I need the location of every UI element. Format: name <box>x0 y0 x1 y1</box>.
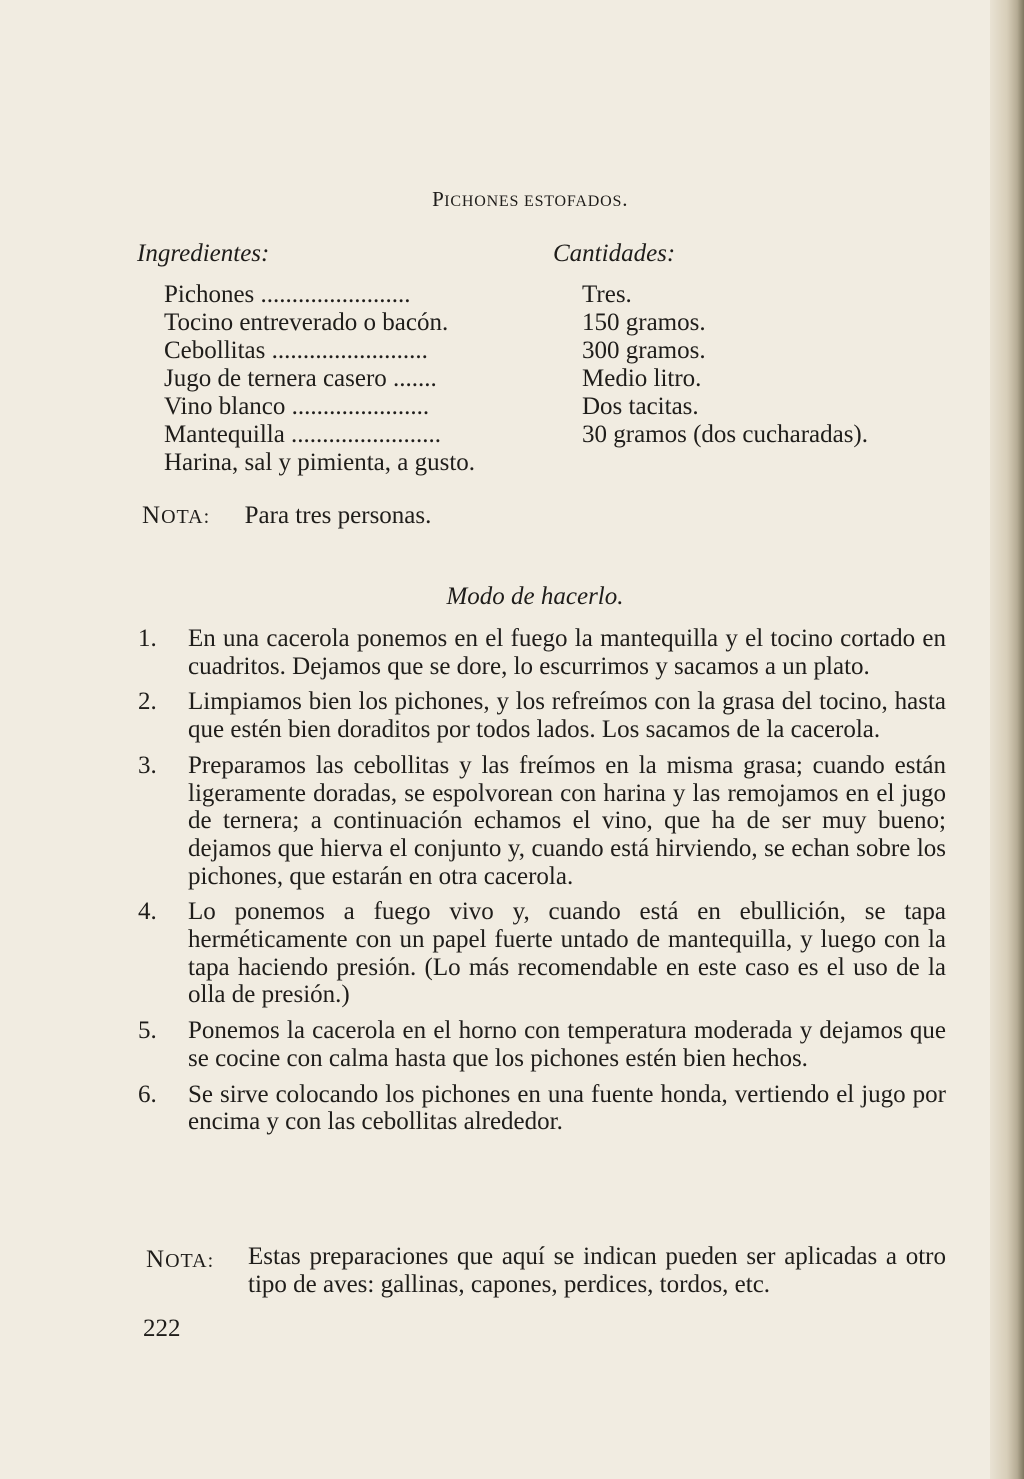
ingredient-item: Jugo de ternera casero ....... <box>164 365 437 392</box>
method-step <box>138 1017 946 1072</box>
method-steps <box>138 625 946 1144</box>
step-number: 3. <box>138 751 157 779</box>
step-text: Lo ponemos a fuego vivo y, cuando está en ebullición, se tapa herméticamente con un papel fuerte untado de mantequilla, y luego con la tapa haciendo presión. (Lo más recomendable en este caso es el uso de la olla de presión.) <box>188 898 946 1009</box>
quantity-list <box>582 281 868 449</box>
note-label: NOTA: <box>146 1246 215 1273</box>
quantity-item: 300 gramos. <box>582 337 706 364</box>
ingredient-item: Pichones ........................ <box>164 281 411 308</box>
ingredient-item: Cebollitas ......................... <box>164 337 428 364</box>
method-step <box>138 752 946 891</box>
note-text: Para tres personas. <box>244 502 432 529</box>
step-number: 2. <box>138 688 157 716</box>
note-servings <box>142 502 431 530</box>
step-text: En una cacerola ponemos en el fuego la mantequilla y el tocino cortado en cuadritos. Dejamos que se dore, lo escurrimos y sacamos a un plato. <box>188 625 946 680</box>
method-step <box>138 625 946 680</box>
recipe-title: PICHONES ESTOFADOS. <box>432 187 628 211</box>
ingredient-item: Harina, sal y pimienta, a gusto. <box>164 449 476 476</box>
note-label: NOTA: <box>142 502 211 529</box>
quantity-item: 30 gramos (dos cucharadas). <box>582 421 869 448</box>
note-other-birds <box>146 1243 946 1298</box>
quantity-item: Dos tacitas. <box>582 393 699 420</box>
quantity-item: Medio litro. <box>582 365 702 392</box>
method-step <box>138 688 946 743</box>
method-step <box>138 898 946 1009</box>
ingredient-list <box>164 281 475 477</box>
step-text: Se sirve colocando los pichones en una fuente honda, vertiendo el jugo por encima y con las cebollitas alrededor. <box>188 1080 946 1136</box>
ingredient-item: Vino blanco ...................... <box>164 393 430 420</box>
quantities-header: Cantidades: <box>553 240 676 267</box>
method-title: Modo de hacerlo. <box>446 583 624 610</box>
step-number: 6. <box>138 1080 157 1108</box>
page-number: 222 <box>143 1315 181 1342</box>
note-text: Estas preparaciones que aquí se indican pueden ser aplicadas a otro tipo de aves: gallinas, capones, perdices, tordos, etc. <box>248 1243 946 1298</box>
step-number: 4. <box>138 898 157 926</box>
ingredient-item: Tocino entreverado o bacón. <box>164 309 449 336</box>
step-text: Ponemos la cacerola en el horno con temperatura moderada y dejamos que se cocine con calma hasta que los pichones estén bien hechos. <box>188 1017 946 1072</box>
ingredients-header: Ingredientes: <box>137 240 270 267</box>
method-step <box>138 1081 946 1136</box>
ingredient-item: Mantequilla ........................ <box>164 421 442 448</box>
quantity-item: 150 gramos. <box>582 309 706 336</box>
step-text: Preparamos las cebollitas y las freímos en la misma grasa; cuando están ligeramente doradas, se espolvorean con harina y las remojamos en el jugo de ternera; a continuación echamos el vino, que ha de ser muy bueno; dejamos que hierva el conjunto y, cuando está hirviendo, se echan sobre los pichones, que estarán en otra cacerola. <box>188 751 946 890</box>
step-number: 5. <box>138 1017 157 1045</box>
step-number: 1. <box>138 625 157 652</box>
step-text: Limpiamos bien los pichones, y los refreímos con la grasa del tocino, hasta que estén bien doraditos por todos lados. Los sacamos de la cacerola. <box>188 688 946 744</box>
quantity-item: Tres. <box>582 281 632 308</box>
page-edge-shadow <box>990 0 1024 1479</box>
